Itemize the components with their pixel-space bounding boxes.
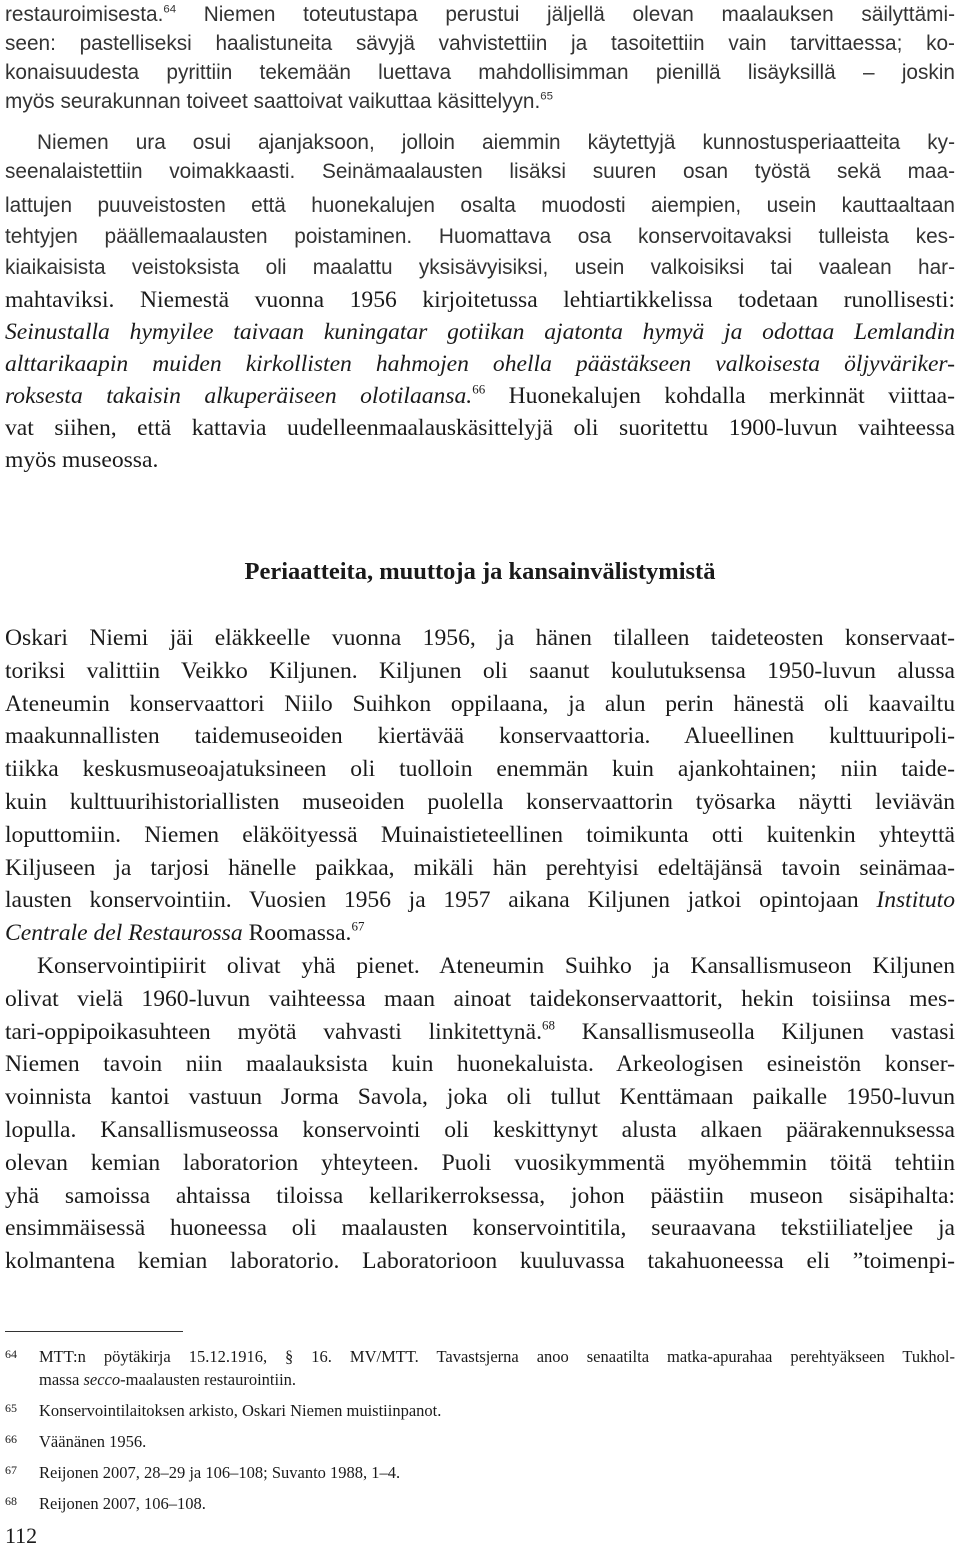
text-line: Konservointipiirit olivat yhä pienet. Ateneumin Suihko ja Kansallismuseon Kiljunen — [37, 953, 955, 979]
text-line: lausten konservointiin. Vuosien 1956 ja 1957 aikana Kiljunen jatkoi opintojaan Instituto — [5, 887, 955, 914]
text-line: toriksi valittiin Veikko Kiljunen. Kiljunen oli saanut koulutuksensa 1950-luvun alussa — [5, 657, 955, 684]
paragraph-conservation-circles — [5, 950, 955, 1278]
footnote-number: 68 — [5, 1494, 17, 1508]
paragraph-kiljunen — [5, 622, 955, 950]
footnote-text: Reijonen 2007, 106–108. — [39, 1494, 206, 1513]
text-line: maakunnallisten taidemuseoiden kiertävää konservaattoria. Alueellinen kulttuuripoli- — [5, 723, 955, 750]
text-line: kiaikaisista veistoksista oli maalattu yksisävyisiksi, usein valkoisiksi tai vaalean har- — [5, 256, 955, 279]
paragraph-niemi-career — [5, 128, 955, 476]
text-line: kolmantena kemian laboratorio. Laboratorioon kuuluvassa takahuoneessa eli ”toimenpi- — [5, 1248, 955, 1275]
text-line: voinnista kantoi vastuun Jorma Savola, joka oli tullut Kenttämaan paikalle 1950-luvun — [5, 1084, 955, 1111]
text-line: roksesta takaisin alkuperäiseen olotilaansa.$^{66}$ Huonekalujen kohdalla merkinnät viittaa- — [5, 381, 955, 409]
text-line: myös museossa. — [5, 447, 159, 473]
text-line: ensimmäisessä huoneessa oli maalausten konservointitila, seuraavana tekstiiliateljee ja — [5, 1215, 955, 1242]
text-line: restauroimisesta.$^{64}$ Niemen toteutustapa perustui jäljellä olevan maalauksen säilyttämi- — [5, 3, 955, 26]
footnote-text: Reijonen 2007, 28–29 ja 106–108; Suvanto 1988, 1–4. — [39, 1463, 401, 1482]
footnote-64 — [5, 1345, 955, 1391]
text-line: myös seurakunnan toiveet saattoivat vaikuttaa käsittelyyn.$^{65}$ — [5, 90, 553, 113]
footnote-number: 64 — [5, 1347, 17, 1361]
footnote-number: 66 — [5, 1432, 17, 1446]
text-line: tehtyjen päällemaalausten poistaminen. Huomattava osa konservoitavaksi tulleista kes- — [5, 225, 955, 248]
footnote-text: Konservointilaitoksen arkisto, Oskari Niemen muistiinpanot. — [39, 1401, 442, 1420]
text-line: tari-oppipoikasuhteen myötä vahvasti linkitettynä.$^{68}$ Kansallismuseolla Kiljunen vastasi — [5, 1016, 956, 1045]
footnote-text: Väänänen 1956. — [39, 1432, 147, 1451]
text-line: loputtomiin. Niemen eläköityessä Muinaistieteellinen toimikunta otti kuitenkin yhteyttä — [5, 821, 955, 848]
text-line: alttarikaapin muiden kirkollisten hahmojen ohella päästäkseen valkoisesta öljyväriker- — [5, 351, 955, 377]
footnote-ref-65[interactable]: 65 — [540, 90, 553, 103]
text-line: tiikka keskusmuseoajatuksineen oli tuolloin enemmän kuin ajankohtainen; niin taide- — [5, 756, 955, 783]
text-line: yhä samoissa ahtaissa tiloissa kellarikerroksessa, johon päästiin museon sisäpihalta: — [5, 1182, 955, 1209]
section-heading: Periaatteita, muuttoja ja kansainvälistymistä — [244, 558, 716, 585]
footnotes — [5, 1345, 955, 1523]
text-line: Niemen tavoin niin maalauksista kuin huonekaluista. Arkeologisen esineistön konser- — [5, 1051, 955, 1078]
text-line: lopulla. Kansallismuseossa konservointi oli keskittynyt alusta alkaen päärakennuksessa — [5, 1116, 955, 1143]
footnote-ref-66[interactable]: 66 — [472, 381, 486, 397]
footnote-text: MTT:n pöytäkirja 15.12.1916, § 16. MV/MTT. Tavastsjerna anoo senaatilta matka-apurahaa perehtyäkseen Tukhol- — [39, 1347, 955, 1366]
text-line: Ateneumin konservaattori Niilo Suihkon oppilaana, ja alun perin hänestä oli kaavailtu — [5, 690, 955, 717]
text-line: Oskari Niemi jäi eläkkeelle vuonna 1956, ja hänen tilalleen taideteosten konservaat- — [5, 625, 955, 651]
text-line: kuin kulttuurihistoriallisten museoiden puolella konservaattorin työsarka näytti leviävän — [5, 788, 955, 815]
text-line: seenalaistettiin voimakkaasti. Seinämaalausten lisäksi suuren osan työstä sekä maa- — [5, 160, 955, 183]
footnote-number: 65 — [5, 1401, 17, 1415]
text-line: Seinustalla hymyilee taivaan kuningatar gotiikan ajatonta hymyä ja odottaa Lemlandin — [5, 319, 955, 345]
text-line: mahtaviksi. Niemestä vuonna 1956 kirjoitetussa lehtiartikkelissa todetaan runollisesti: — [5, 287, 955, 313]
footnote-68 — [5, 1492, 955, 1515]
text-line: konaisuudesta pyrittiin tekemään luettava mahdollisimman pienillä lisäyksillä – joskin — [5, 61, 955, 84]
footnote-67 — [5, 1461, 955, 1484]
footnote-ref-68[interactable]: 68 — [541, 1016, 555, 1032]
text-line: Niemen ura osui ajanjaksoon, jolloin aiemmin käytettyjä kunnostusperiaatteita ky- — [37, 131, 955, 154]
footnote-number: 67 — [5, 1463, 17, 1477]
paragraph-niemi-method — [5, 0, 955, 116]
text-line: lattujen puuveistosten että huonekalujen osalta muodosti aiempien, usein kauttaaltaan — [5, 194, 955, 217]
footnote-65 — [5, 1399, 955, 1422]
text-line: olivat vielä 1960-luvun vaihteessa maan ainoat taidekonservaattorit, hekin toisiinsa mes- — [5, 985, 955, 1012]
text-line: olevan kemian laboratorion yhteyteen. Puoli vuosikymmentä myöhemmin töitä tehtiin — [5, 1149, 955, 1176]
footnote-ref-64[interactable]: 64 — [163, 3, 177, 16]
text-line: vat siihen, että kattavia uudelleenmaalauskäsittelyjä oli suoritettu 1900-luvun vaihteessa — [5, 415, 955, 441]
footnote-66 — [5, 1430, 955, 1453]
footnote-ref-67[interactable]: 67 — [351, 918, 365, 934]
footnote-divider — [5, 1331, 183, 1332]
text-line: seen: pastelliseksi haalistuneita sävyjä vahvistettiin ja tasoitettiin vain tarvittaessa; ko- — [5, 32, 955, 55]
text-line: Kiljuseen ja tarjosi hänelle paikkaa, mikäli hän perehtyisi edeltäjänsä tavoin seinämaa- — [5, 854, 955, 881]
text-line: Centrale del Restaurossa Roomassa.$^{67}$ — [5, 918, 365, 947]
footnote-text: massa secco-maalausten restaurointiin. — [39, 1370, 297, 1389]
page-number: 112 — [5, 1523, 38, 1548]
